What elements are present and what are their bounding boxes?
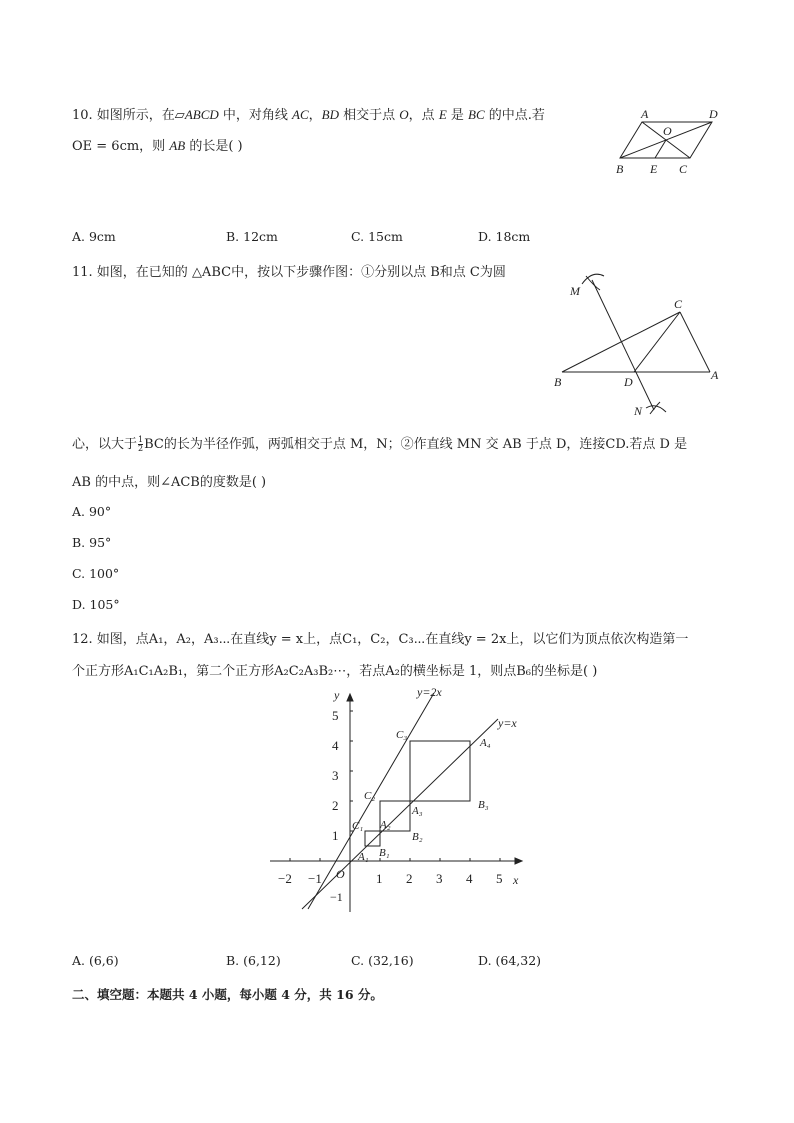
q11-label-b: B: [554, 375, 562, 389]
q11-option-a[interactable]: A. 90°: [72, 504, 112, 519]
q10-label-e: E: [650, 162, 658, 176]
q10-text: ，: [308, 108, 322, 123]
q12-x-tick: 4: [466, 871, 473, 886]
q12-point-a4: A₄: [480, 737, 491, 749]
q12-x-tick: 3: [436, 871, 443, 886]
q12-y-tick: 2: [332, 798, 339, 813]
q12-point-a2: A₂: [380, 819, 391, 831]
q10-abcd: ABCD: [184, 107, 219, 122]
q10-bc: BC: [468, 107, 485, 122]
q10-option-c[interactable]: C. 15cm: [351, 229, 403, 244]
q12-option-b[interactable]: B. (6,12): [226, 953, 281, 968]
q10-label-c: C: [679, 162, 688, 176]
q12-point-a3: A₃: [412, 805, 423, 817]
q11-label-a: A: [711, 368, 719, 382]
q12-x-axis-label: x: [513, 873, 519, 887]
q11-option-d[interactable]: D. 105°: [72, 597, 120, 612]
q12-x-tick: 2: [406, 871, 413, 886]
q10-label-b: B: [616, 162, 624, 176]
q12-x-tick: −2: [278, 871, 292, 886]
q10-option-d[interactable]: D. 18cm: [478, 229, 531, 244]
q10-text: 的中点.若: [484, 108, 545, 123]
q11-line1: 11. 如图，在已知的 △ABC中，按以下步骤作图：①分别以点 B和点 C为圆: [72, 265, 506, 280]
q11-line2: [72, 433, 687, 453]
q10-text: ，点: [408, 108, 439, 123]
q12-point-b1: B₁: [379, 847, 390, 859]
q12-option-c[interactable]: C. (32,16): [351, 953, 414, 968]
q11-label-m: M: [570, 284, 580, 298]
q12-y-axis-label: y: [334, 688, 340, 702]
q12-y-tick: 1: [332, 828, 339, 843]
q10-option-b[interactable]: B. 12cm: [226, 229, 278, 244]
q10-text: 中，对角线: [218, 108, 293, 123]
q11-label-c: C: [674, 297, 683, 311]
q11-option-b[interactable]: B. 95°: [72, 535, 112, 550]
q12-x-tick: 5: [496, 871, 503, 886]
q10-text: 相交于点: [339, 108, 400, 123]
q12-label-y2x: y=2x: [417, 685, 442, 699]
q12-line1: 12. 如图，点A₁，A₂，A₃⋯在直线y = x上，点C₁，C₂，C₃⋯在直线y = 2x上，以它们为顶点依次构造第一: [72, 632, 689, 647]
q10-label-o: O: [663, 124, 672, 138]
q10-ac: AC: [292, 107, 309, 122]
q10-text: 是: [446, 108, 469, 123]
q10-label-d: D: [709, 107, 718, 121]
q12-option-a[interactable]: A. (6,6): [72, 953, 119, 968]
q10-e: E: [438, 107, 447, 122]
q10-o: O: [399, 107, 409, 122]
q12-origin-label: O: [336, 867, 345, 881]
q12-point-c3: C₃: [396, 729, 408, 741]
q12-y-tick: 5: [332, 708, 339, 723]
q10-text: 10. 如图所示，在▱: [72, 108, 185, 123]
q12-y-tick: 4: [332, 738, 339, 753]
q10-line2: [72, 135, 243, 154]
q12-point-c2: C₂: [364, 790, 376, 802]
q10-ab: AB: [169, 138, 186, 153]
q10-option-a[interactable]: A. 9cm: [72, 229, 116, 244]
section2-title: 二、填空题：本题共 4 小题，每小题 4 分，共 16 分。: [72, 987, 383, 1002]
q10-label-a: A: [641, 107, 649, 121]
q12-point-c1: C₁: [352, 820, 364, 832]
q12-point-b2: B₂: [412, 831, 423, 843]
q11-line3: AB 的中点，则∠ACB的度数是( ): [72, 475, 267, 490]
q12-option-d[interactable]: D. (64,32): [478, 953, 542, 968]
q10-text: 的长是( ): [185, 139, 243, 154]
q10-line1: [72, 104, 545, 123]
q12-x-tick: 1: [376, 871, 383, 886]
q10-text: OE = 6cm，则: [72, 139, 170, 154]
q11-frac-den: 2: [138, 444, 144, 453]
q10-parallelogram-figure: [608, 104, 728, 180]
q10-bd: BD: [321, 107, 340, 122]
q11-option-c[interactable]: C. 100°: [72, 566, 120, 581]
q12-label-yx: y=x: [498, 716, 517, 730]
q12-coordinate-graph: [260, 682, 540, 914]
q11-frac-num: 1: [138, 435, 144, 444]
q11-text: 心，以大于: [72, 437, 138, 452]
q11-triangle-figure: [548, 262, 728, 422]
q11-fraction: [138, 436, 143, 453]
q11-label-d: D: [624, 375, 633, 389]
q12-line2: 个正方形A₁C₁A₂B₁，第二个正方形A₂C₂A₃B₂⋯，若点A₂的横坐标是 1，则点B₆的坐标是( ): [72, 664, 598, 679]
q12-x-tick: −1: [308, 871, 322, 886]
q12-y-tick: 3: [332, 768, 339, 783]
q11-text: BC的长为半径作弧，两弧相交于点 M，N；②作直线 MN 交 AB 于点 D，连接CD.若点 D 是: [144, 437, 688, 452]
q12-y-tick: −1: [330, 890, 343, 904]
q11-label-n: N: [634, 404, 643, 418]
q12-point-a1: A₁: [358, 851, 369, 863]
q12-point-b3: B₃: [478, 799, 489, 811]
